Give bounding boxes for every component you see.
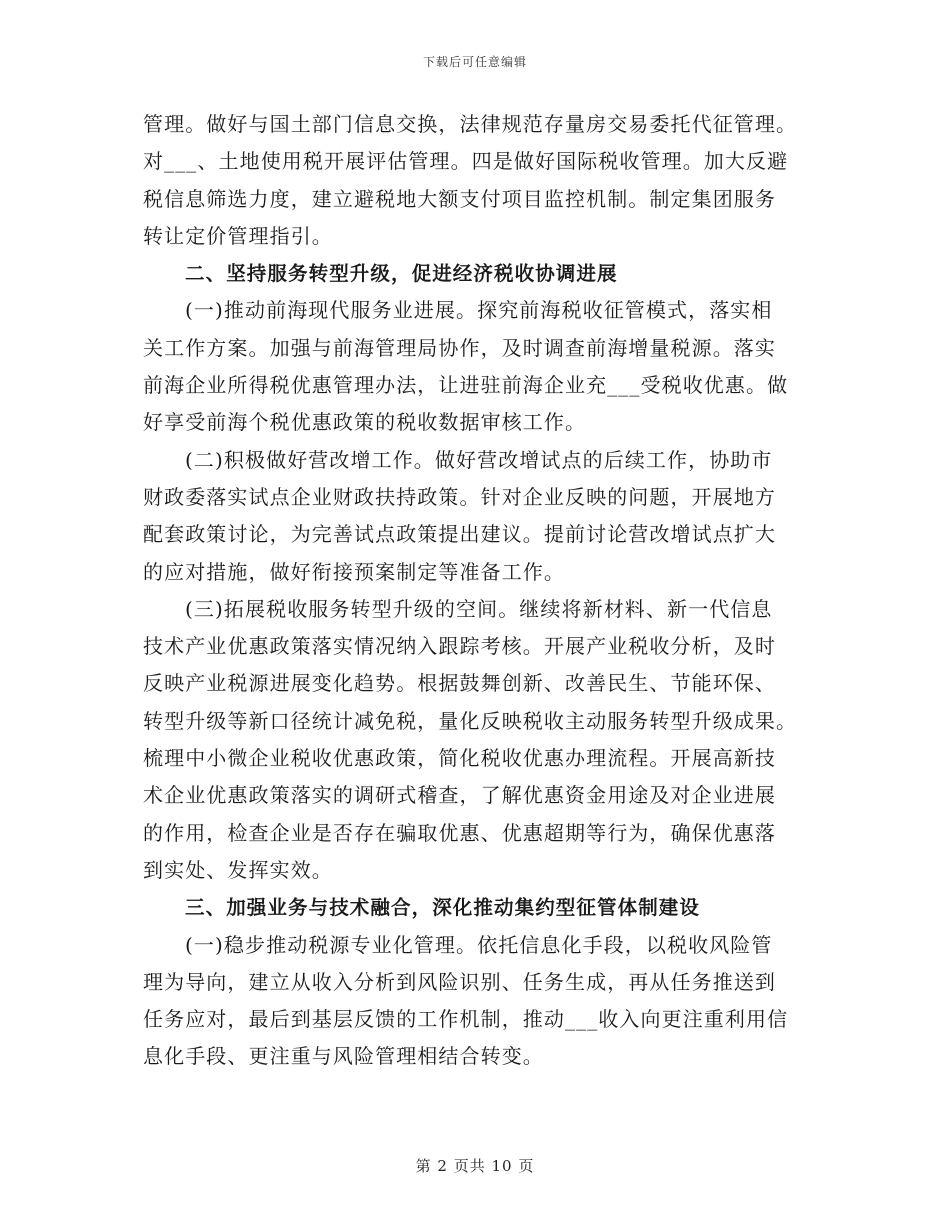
page-footer: 第 2 页共 10 页	[415, 1157, 535, 1175]
paragraph-line: 的应对措施，做好衔接预案制定等准备工作。	[143, 559, 565, 584]
paragraph-line: 税信息筛选力度，建立避税地大额支付项目监控机制。制定集团服务	[143, 186, 776, 211]
paragraph-line: 好享受前海个税优惠政策的税收数据审核工作。	[143, 410, 587, 435]
paragraph-line: 关工作方案。加强与前海管理局协作，及时调查前海增量税源。落实	[143, 335, 776, 360]
paragraph-line: 技术产业优惠政策落实情况纳入跟踪考核。开展产业税收分析，及时	[143, 634, 776, 659]
paragraph-line: 的作用，检查企业是否存在骗取优惠、优惠超期等行为，确保优惠落	[143, 820, 776, 845]
paragraph-line: 转让定价管理指引。	[143, 223, 333, 248]
paragraph-line: (一)稳步推动税源专业化管理。依托信息化手段，以税收风险管	[185, 932, 773, 957]
paragraph-line: 管理。做好与国土部门信息交换，法律规范存量房交易委托代征管理。	[143, 112, 798, 136]
paragraph-line: 对___、土地使用税开展评估管理。四是做好国际税收管理。加大反避	[143, 149, 789, 174]
paragraph-line: 反映产业税源进展变化趋势。根据鼓舞创新、改善民生、节能环保、	[143, 671, 776, 696]
paragraph-line: (一)推动前海现代服务业进展。探究前海税收征管模式，落实相	[185, 298, 773, 323]
paragraph-line: 财政委落实试点企业财政扶持政策。针对企业反映的问题，开展地方	[143, 484, 776, 509]
paragraph-line: 任务应对，最后到基层反馈的工作机制，推动___收入向更注重利用信	[143, 1007, 789, 1032]
section-heading: 二、坚持服务转型升级，促进经济税收协调进展	[185, 262, 618, 286]
paragraph-line: 前海企业所得税优惠管理办法，让进驻前海企业充___受税收优惠。做	[143, 373, 789, 398]
paragraph-line: 到实处、发挥实效。	[143, 857, 333, 882]
document-body	[143, 106, 811, 1076]
section-heading: 三、加强业务与技术融合，深化推动集约型征管体制建设	[185, 896, 701, 920]
paragraph-line: 术企业优惠政策落实的调研式稽查，了解优惠资金用途及对企业进展	[143, 783, 776, 808]
paragraph-line: 梳理中小微企业税收优惠政策，简化税收优惠办理流程。开展高新技	[143, 746, 776, 771]
paragraph-line: 息化手段、更注重与风险管理相结合转变。	[143, 1044, 544, 1069]
paragraph-line: (三)拓展税收服务转型升级的空间。继续将新材料、新一代信息	[185, 596, 773, 621]
paragraph-line: 理为导向，建立从收入分析到风险识别、任务生成，再从任务推送到	[143, 969, 776, 994]
paragraph-line: 配套政策讨论，为完善试点政策提出建议。提前讨论营改增试点扩大	[143, 522, 776, 547]
page-header: 下载后可任意编辑	[422, 55, 527, 69]
paragraph-line: 转型升级等新口径统计减免税，量化反映税收主动服务转型升级成果。	[143, 708, 798, 733]
paragraph-line: (二)积极做好营改增工作。做好营改增试点的后续工作，协助市	[185, 447, 773, 472]
